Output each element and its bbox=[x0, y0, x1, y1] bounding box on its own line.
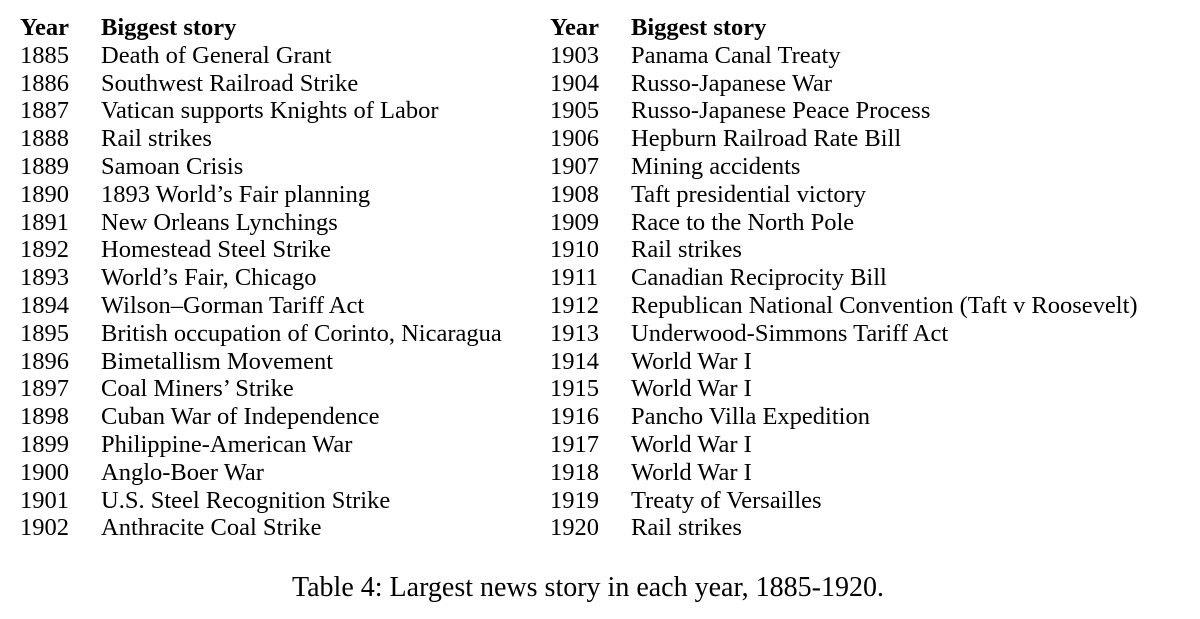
year-column-header: Year bbox=[550, 14, 599, 41]
table-row bbox=[20, 487, 502, 515]
year-cell: 1918 bbox=[550, 458, 599, 486]
year-column-header: Year bbox=[20, 14, 69, 41]
table-header-row bbox=[20, 14, 502, 42]
story-cell: Anthracite Coal Strike bbox=[101, 514, 322, 542]
story-cell: Pancho Villa Expedition bbox=[631, 403, 870, 431]
table-row bbox=[550, 514, 1138, 542]
year-cell: 1908 bbox=[550, 180, 599, 208]
story-cell: Coal Miners’ Strike bbox=[101, 375, 294, 403]
story-cell: Southwest Railroad Strike bbox=[101, 69, 359, 97]
story-column-header: Biggest story bbox=[101, 14, 237, 41]
year-cell: 1911 bbox=[550, 264, 599, 292]
table-row bbox=[20, 320, 502, 348]
story-cell: Panama Canal Treaty bbox=[631, 41, 841, 69]
table-row bbox=[550, 403, 1138, 431]
table-row bbox=[20, 125, 502, 153]
year-cell: 1893 bbox=[20, 264, 69, 292]
table-row bbox=[550, 153, 1138, 181]
year-cell: 1899 bbox=[20, 430, 69, 458]
story-cell: Rail strikes bbox=[631, 236, 742, 264]
table-row bbox=[550, 181, 1138, 209]
story-cell: Russo-Japanese War bbox=[631, 69, 833, 97]
story-column-header: Biggest story bbox=[631, 14, 767, 41]
story-cell: British occupation of Corinto, Nicaragua bbox=[101, 319, 502, 347]
table-row bbox=[20, 403, 502, 431]
story-cell: Hepburn Railroad Rate Bill bbox=[631, 125, 902, 153]
table-row bbox=[20, 348, 502, 376]
table-row bbox=[20, 70, 502, 98]
news-table-left bbox=[20, 14, 502, 542]
year-cell: 1919 bbox=[550, 486, 599, 514]
year-cell: 1903 bbox=[550, 41, 599, 69]
story-cell: Vatican supports Knights of Labor bbox=[101, 97, 439, 125]
story-cell: U.S. Steel Recognition Strike bbox=[101, 486, 391, 514]
table-row bbox=[550, 125, 1138, 153]
table-body-left bbox=[20, 42, 502, 542]
year-cell: 1904 bbox=[550, 69, 599, 97]
table-row bbox=[550, 487, 1138, 515]
year-cell: 1901 bbox=[20, 486, 69, 514]
year-cell: 1910 bbox=[550, 236, 599, 264]
year-cell: 1894 bbox=[20, 291, 69, 319]
story-cell: World War I bbox=[631, 430, 752, 458]
story-cell: Anglo-Boer War bbox=[101, 458, 264, 486]
year-cell: 1896 bbox=[20, 347, 69, 375]
story-cell: Cuban War of Independence bbox=[101, 403, 380, 431]
story-cell: Mining accidents bbox=[631, 152, 801, 180]
table-row bbox=[20, 42, 502, 70]
year-cell: 1902 bbox=[20, 514, 69, 542]
year-cell: 1907 bbox=[550, 152, 599, 180]
story-cell: Canadian Reciprocity Bill bbox=[631, 264, 887, 292]
year-cell: 1895 bbox=[20, 319, 69, 347]
year-cell: 1890 bbox=[20, 180, 69, 208]
year-cell: 1909 bbox=[550, 208, 599, 236]
table-row bbox=[20, 236, 502, 264]
story-cell: Rail strikes bbox=[101, 125, 212, 153]
table-body-right bbox=[550, 42, 1138, 542]
year-cell: 1889 bbox=[20, 152, 69, 180]
table-row bbox=[550, 70, 1138, 98]
story-cell: Wilson–Gorman Tariff Act bbox=[101, 291, 365, 319]
year-cell: 1916 bbox=[550, 403, 599, 431]
year-cell: 1905 bbox=[550, 97, 599, 125]
table-row bbox=[20, 153, 502, 181]
year-cell: 1913 bbox=[550, 319, 599, 347]
year-cell: 1917 bbox=[550, 430, 599, 458]
table-row bbox=[550, 97, 1138, 125]
story-cell: Death of General Grant bbox=[101, 41, 332, 69]
table-row bbox=[20, 209, 502, 237]
year-cell: 1900 bbox=[20, 458, 69, 486]
story-cell: World’s Fair, Chicago bbox=[101, 264, 317, 292]
table-row bbox=[550, 42, 1138, 70]
story-cell: Republican National Convention (Taft v Roosevelt) bbox=[631, 291, 1138, 319]
table-row bbox=[550, 348, 1138, 376]
year-cell: 1887 bbox=[20, 97, 69, 125]
table-row bbox=[550, 236, 1138, 264]
year-cell: 1892 bbox=[20, 236, 69, 264]
table-row bbox=[550, 209, 1138, 237]
story-cell: Russo-Japanese Peace Process bbox=[631, 97, 931, 125]
year-cell: 1898 bbox=[20, 403, 69, 431]
year-cell: 1888 bbox=[20, 125, 69, 153]
table-row bbox=[550, 431, 1138, 459]
story-cell: World War I bbox=[631, 375, 752, 403]
table-row bbox=[20, 514, 502, 542]
table-row bbox=[20, 431, 502, 459]
table-row bbox=[20, 459, 502, 487]
table-row bbox=[550, 320, 1138, 348]
news-table-right bbox=[550, 14, 1138, 542]
year-cell: 1885 bbox=[20, 41, 69, 69]
table-row bbox=[550, 264, 1138, 292]
story-cell: 1893 World’s Fair planning bbox=[101, 180, 371, 208]
year-cell: 1891 bbox=[20, 208, 69, 236]
table-header-row bbox=[550, 14, 1138, 42]
story-cell: Treaty of Versailles bbox=[631, 486, 822, 514]
story-cell: Race to the North Pole bbox=[631, 208, 855, 236]
table-row bbox=[550, 375, 1138, 403]
table-row bbox=[20, 97, 502, 125]
year-cell: 1915 bbox=[550, 375, 599, 403]
year-cell: 1912 bbox=[550, 291, 599, 319]
year-cell: 1920 bbox=[550, 514, 599, 542]
table-row bbox=[20, 292, 502, 320]
story-cell: Homestead Steel Strike bbox=[101, 236, 331, 264]
table-row bbox=[20, 375, 502, 403]
story-cell: World War I bbox=[631, 347, 752, 375]
year-cell: 1886 bbox=[20, 69, 69, 97]
table-row bbox=[20, 264, 502, 292]
table-row bbox=[550, 459, 1138, 487]
story-cell: Bimetallism Movement bbox=[101, 347, 334, 375]
story-cell: World War I bbox=[631, 458, 752, 486]
story-cell: Underwood-Simmons Tariff Act bbox=[631, 319, 949, 347]
story-cell: Samoan Crisis bbox=[101, 152, 244, 180]
table-caption: Table 4: Largest news story in each year, 1885-1920. bbox=[291, 572, 884, 603]
table-row bbox=[550, 292, 1138, 320]
story-cell: Rail strikes bbox=[631, 514, 742, 542]
year-cell: 1897 bbox=[20, 375, 69, 403]
story-cell: New Orleans Lynchings bbox=[101, 208, 338, 236]
year-cell: 1914 bbox=[550, 347, 599, 375]
story-cell: Taft presidential victory bbox=[631, 180, 867, 208]
story-cell: Philippine-American War bbox=[101, 430, 353, 458]
table-row bbox=[20, 181, 502, 209]
year-cell: 1906 bbox=[550, 125, 599, 153]
